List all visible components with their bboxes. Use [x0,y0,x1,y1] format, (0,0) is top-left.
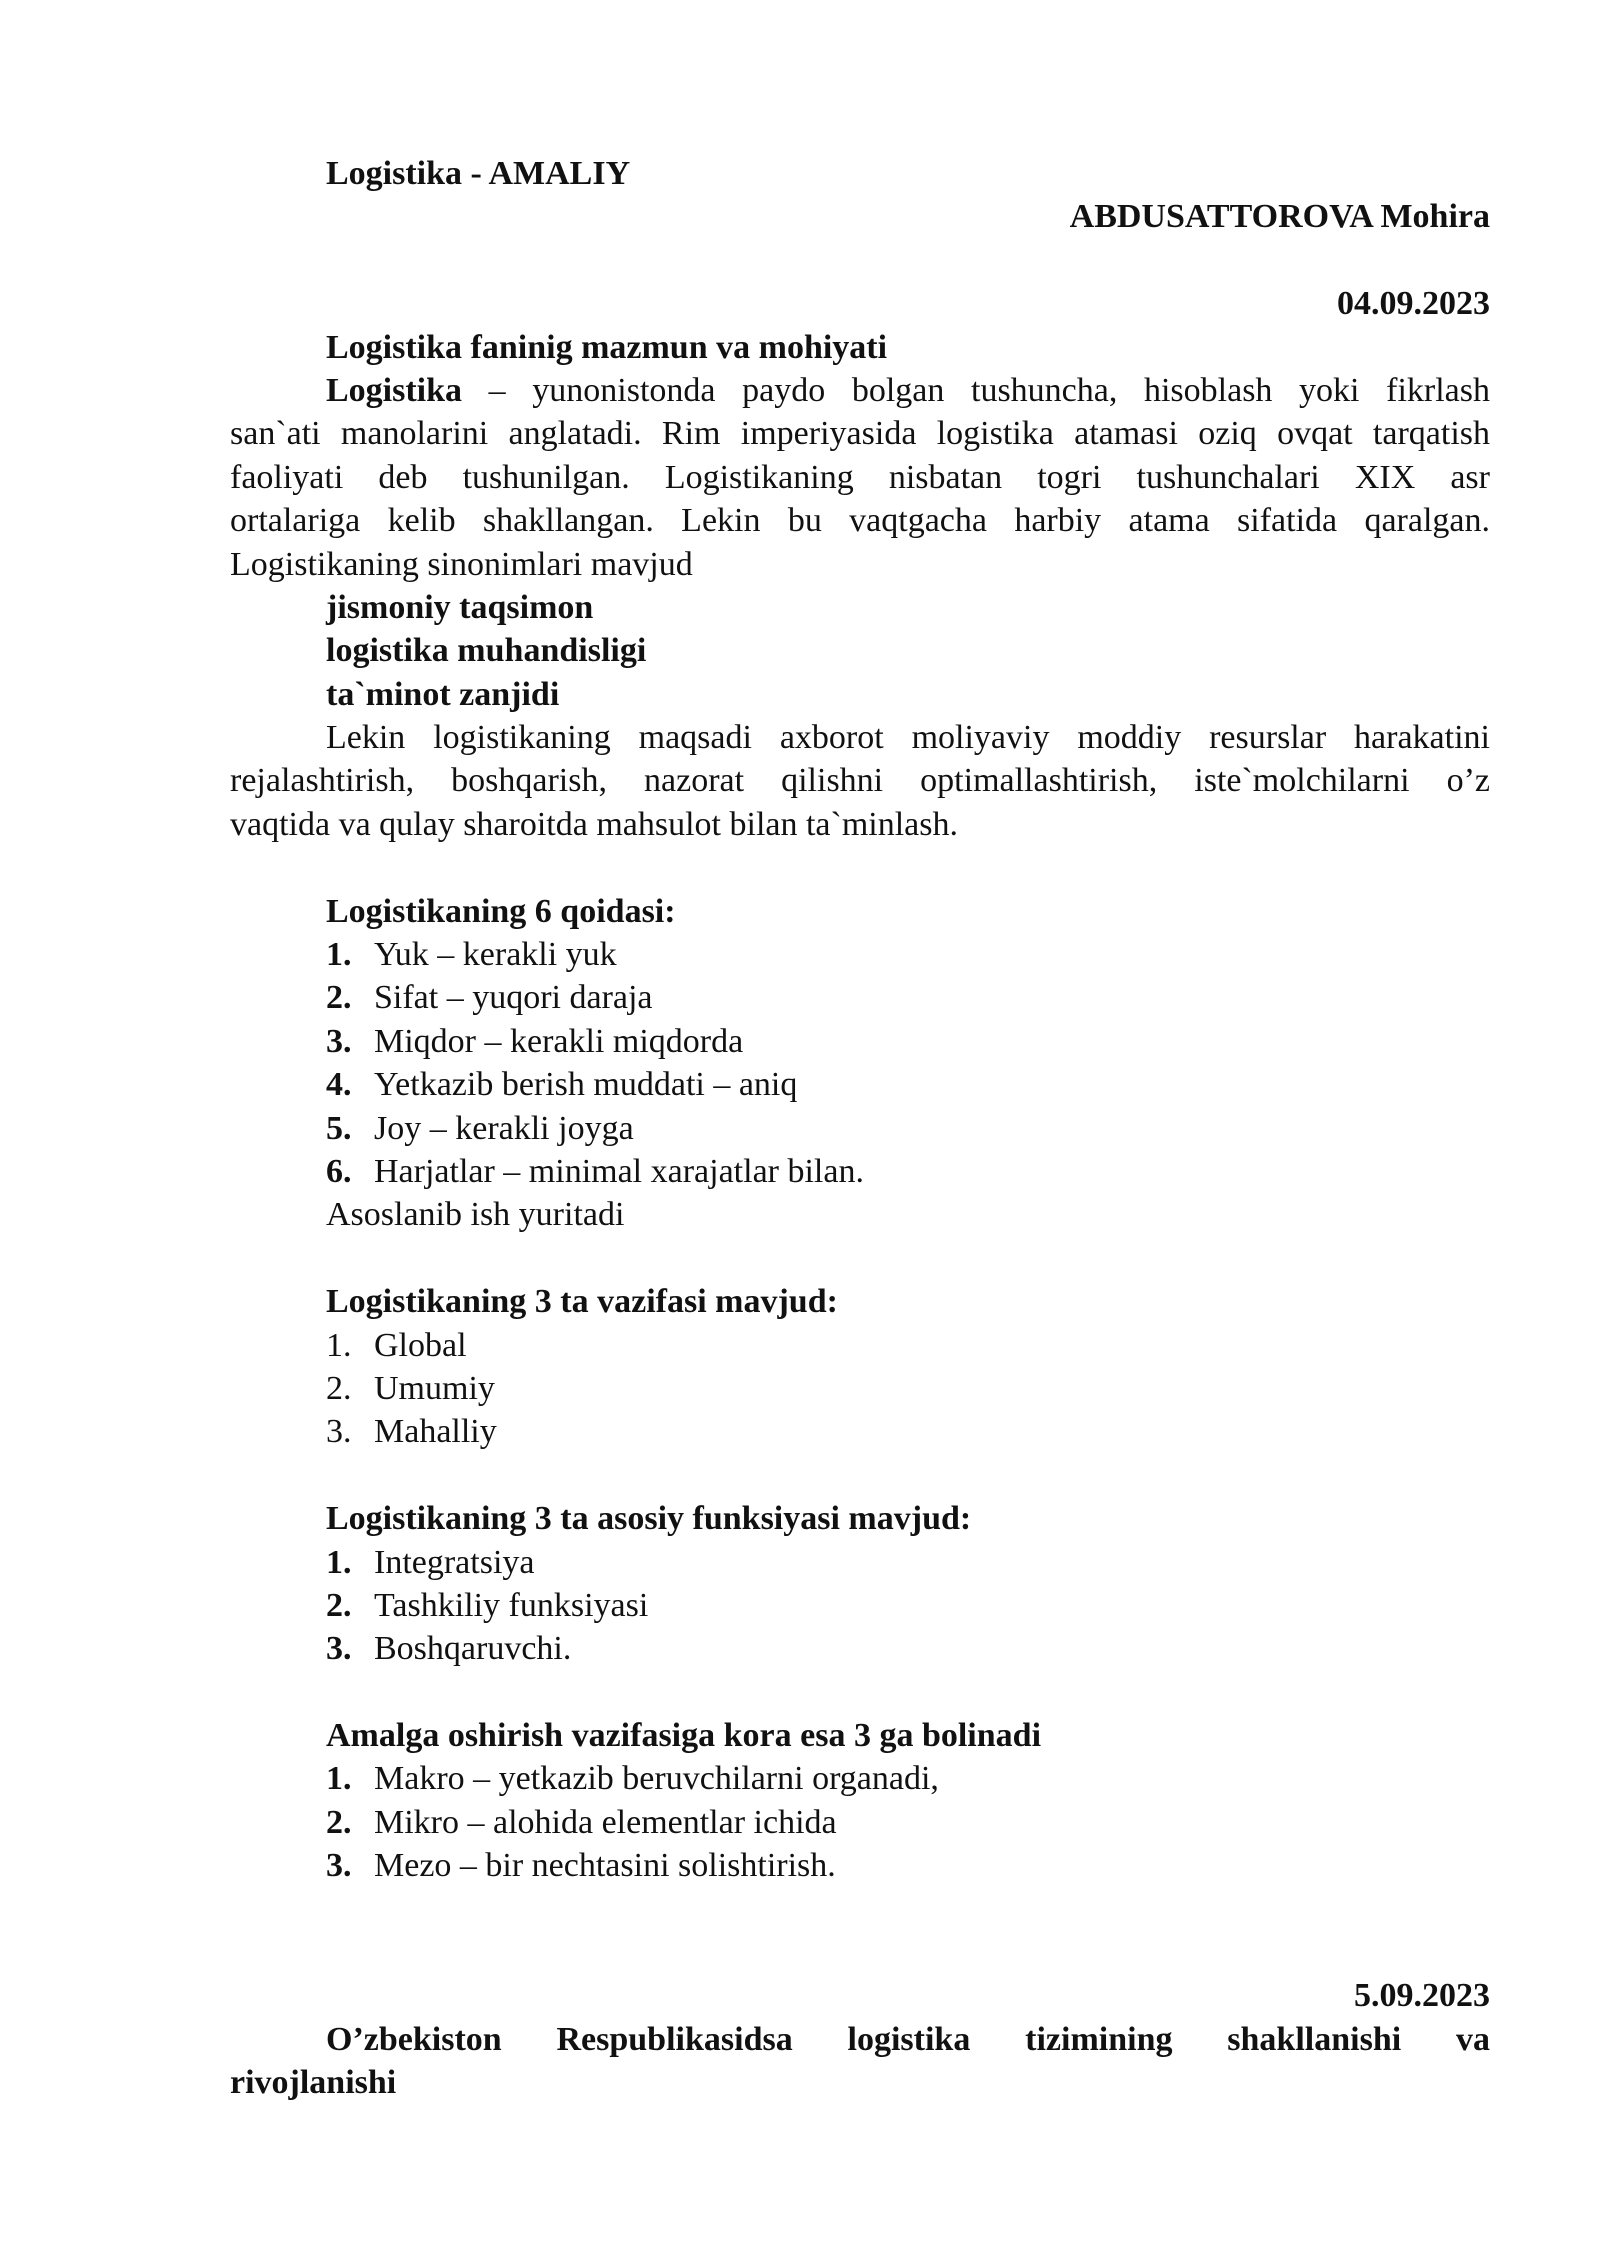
author-name: ABDUSATTOROVA Mohira [1069,198,1490,236]
functions-heading: Logistikaning 3 ta asosiy funksiyasi mavjud: [326,1500,972,1538]
synonym-item: ta`minot zanjidi [326,675,560,713]
list-item: 3. Miqdor – kerakli miqdorda [326,1022,744,1060]
synonym-item: logistika muhandisligi [326,632,647,670]
paragraph1-line: san`ati manolarini anglatadi. Rim imperiyasida logistika atamasi oziq ovqat tarqatish [230,415,1490,453]
rules-heading: Logistikaning 6 qoidasi: [326,892,676,930]
list-item: 1. Global [326,1326,467,1364]
paragraph1-line: faoliyati deb tushunilgan. Logistikaning nisbatan togri tushunchalari XIX asr [230,458,1490,496]
rules-footer: Asoslanib ish yuritadi [326,1196,625,1234]
list-item: 2. Mikro – alohida elementlar ichida [326,1803,837,1841]
list-item: 3. Mezo – bir nechtasini solishtirish. [326,1847,836,1885]
list-item: 2. Umumiy [326,1369,495,1407]
list-item: 1. Integratsiya [326,1543,535,1581]
section2-heading-cont: rivojlanishi [230,2064,397,2102]
section2-heading: O’zbekiston Respublikasidsa logistika tizimining shakllanishi va [326,2020,1490,2058]
paragraph2-line: rejalashtirish, boshqarish, nazorat qilishni optimallashtirish, iste`molchilarni o’z [230,762,1490,800]
tasks-heading: Logistikaning 3 ta vazifasi mavjud: [326,1283,838,1321]
list-item: 5. Joy – kerakli joyga [326,1109,634,1147]
list-item: 2. Tashkiliy funksiyasi [326,1586,649,1624]
list-item: 3. Mahalliy [326,1413,497,1451]
list-item: 2. Sifat – yuqori daraja [326,979,653,1017]
paragraph1-line: Logistika – yunonistonda paydo bolgan tushuncha, hisoblash yoki fikrlash [326,371,1490,409]
paragraph1-line: Logistikaning sinonimlari mavjud [230,545,693,583]
date-2: 5.09.2023 [1354,1977,1490,2015]
term-logistika: Logistika [326,371,463,409]
date-1: 04.09.2023 [1337,285,1490,323]
synonym-item: jismoniy taqsimon [326,588,594,626]
list-item: 1. Makro – yetkazib beruvchilarni organadi, [326,1760,939,1798]
list-item: 6. Harjatlar – minimal xarajatlar bilan. [326,1152,864,1190]
levels-heading: Amalga oshirish vazifasiga kora esa 3 ga bolinadi [326,1717,1042,1755]
list-item: 1. Yuk – kerakli yuk [326,936,617,974]
paragraph2-line: vaqtida va qulay sharoitda mahsulot bilan ta`minlash. [230,805,958,843]
document-title: Logistika - AMALIY [326,155,631,192]
section1-heading: Logistika faninig mazmun va mohiyati [326,328,888,366]
list-item: 3. Boshqaruvchi. [326,1630,572,1668]
paragraph1-line: ortalariga kelib shakllangan. Lekin bu vaqtgacha harbiy atama sifatida qaralgan. [230,502,1490,540]
paragraph2-line: Lekin logistikaning maqsadi axborot moliyaviy moddiy resurslar harakatini [326,719,1490,757]
document-header [230,152,1490,2105]
list-item: 4. Yetkazib berish muddati – aniq [326,1066,798,1104]
